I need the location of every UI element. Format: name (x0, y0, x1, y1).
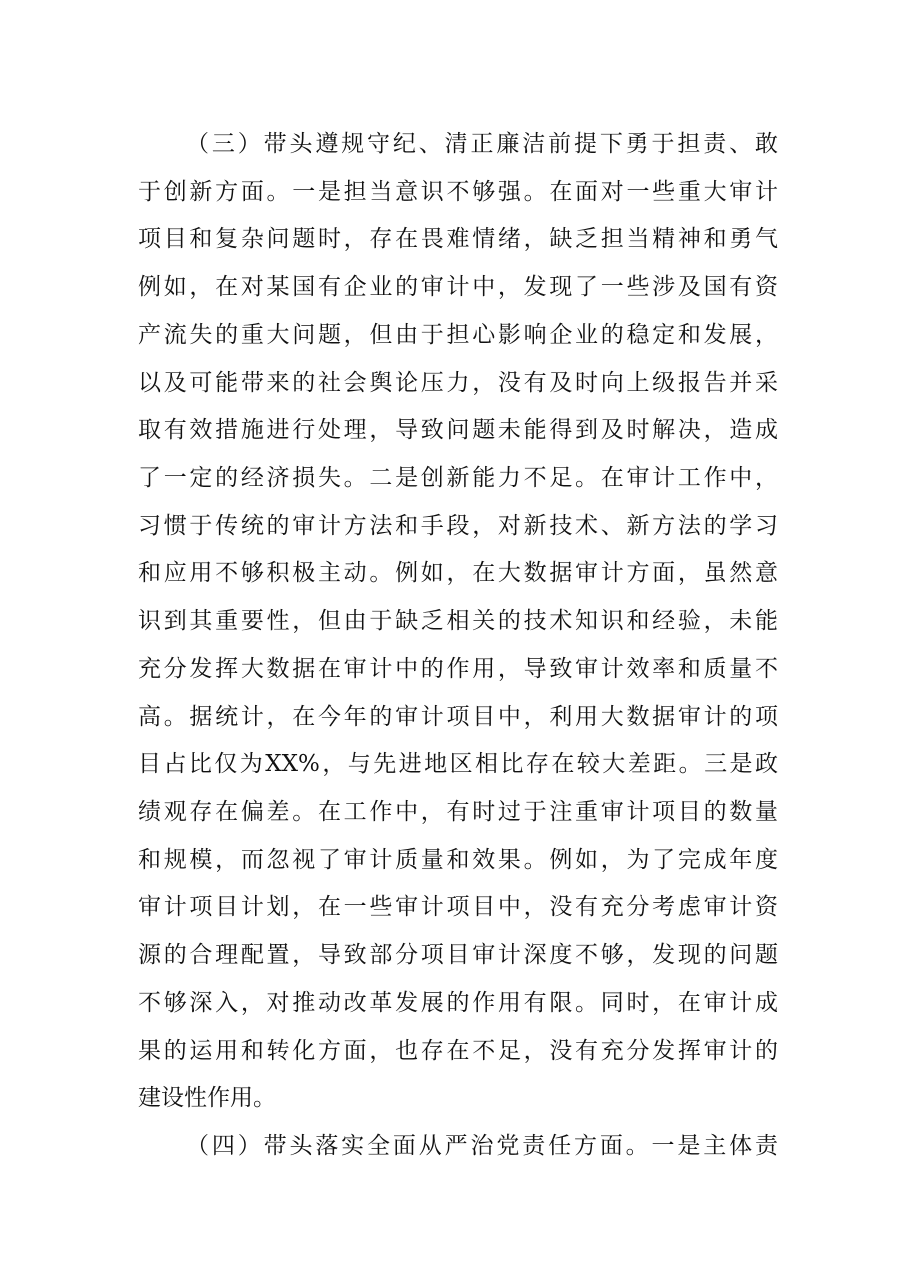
paragraph-3-line-11: 识到其重要性，但由于缺乏相关的技术知识和经验，未能 (138, 608, 778, 634)
paragraph-3-line-2: 于创新方面。一是担当意识不够强。在面对一些重大审计 (138, 179, 778, 205)
paragraph-3-line-10: 和应用不够积极主动。例如，在大数据审计方面，虽然意 (138, 560, 778, 586)
paragraph-3-line-20: 果的运用和转化方面，也存在不足，没有充分发挥审计的 (138, 1038, 778, 1064)
paragraph-3-line-16: 和规模，而忽视了审计质量和效果。例如，为了完成年度 (138, 847, 778, 873)
paragraph-4-line-1: （四）带头落实全面从严治党责任方面。一是主体责 (186, 1133, 778, 1159)
paragraph-3-line-13: 高。据统计，在今年的审计项目中，利用大数据审计的项 (138, 704, 778, 730)
paragraph-3-line-17: 审计项目计划，在一些审计项目中，没有充分考虑审计资 (138, 894, 778, 920)
paragraph-3-line-14: 目占比仅为XX%，与先进地区相比存在较大差距。三是政 (138, 751, 778, 777)
paragraph-3-line-12: 充分发挥大数据在审计中的作用，导致审计效率和质量不 (138, 656, 778, 682)
paragraph-3-line-4: 例如，在对某国有企业的审计中，发现了一些涉及国有资 (138, 274, 778, 300)
paragraph-3-line-5: 产流失的重大问题，但由于担心影响企业的稳定和发展， (138, 322, 778, 348)
paragraph-3-line-1: （三）带头遵规守纪、清正廉洁前提下勇于担责、敢 (186, 131, 778, 157)
paragraph-3-line-15: 绩观存在偏差。在工作中，有时过于注重审计项目的数量 (138, 799, 778, 825)
paragraph-3-line-6: 以及可能带来的社会舆论压力，没有及时向上级报告并采 (138, 370, 778, 396)
paragraph-3-line-21: 建设性作用。 (138, 1085, 276, 1111)
paragraph-3-line-8: 了一定的经济损失。二是创新能力不足。在审计工作中， (138, 465, 778, 491)
paragraph-3-line-19: 不够深入，对推动改革发展的作用有限。同时，在审计成 (138, 990, 778, 1016)
paragraph-3-line-9: 习惯于传统的审计方法和手段，对新技术、新方法的学习 (138, 513, 778, 539)
paragraph-3-line-18: 源的合理配置，导致部分项目审计深度不够，发现的问题 (138, 942, 778, 968)
paragraph-3-line-7: 取有效措施进行处理，导致问题未能得到及时解决，造成 (138, 417, 778, 443)
paragraph-3-line-3: 项目和复杂问题时，存在畏难情绪，缺乏担当精神和勇气 (138, 226, 778, 252)
